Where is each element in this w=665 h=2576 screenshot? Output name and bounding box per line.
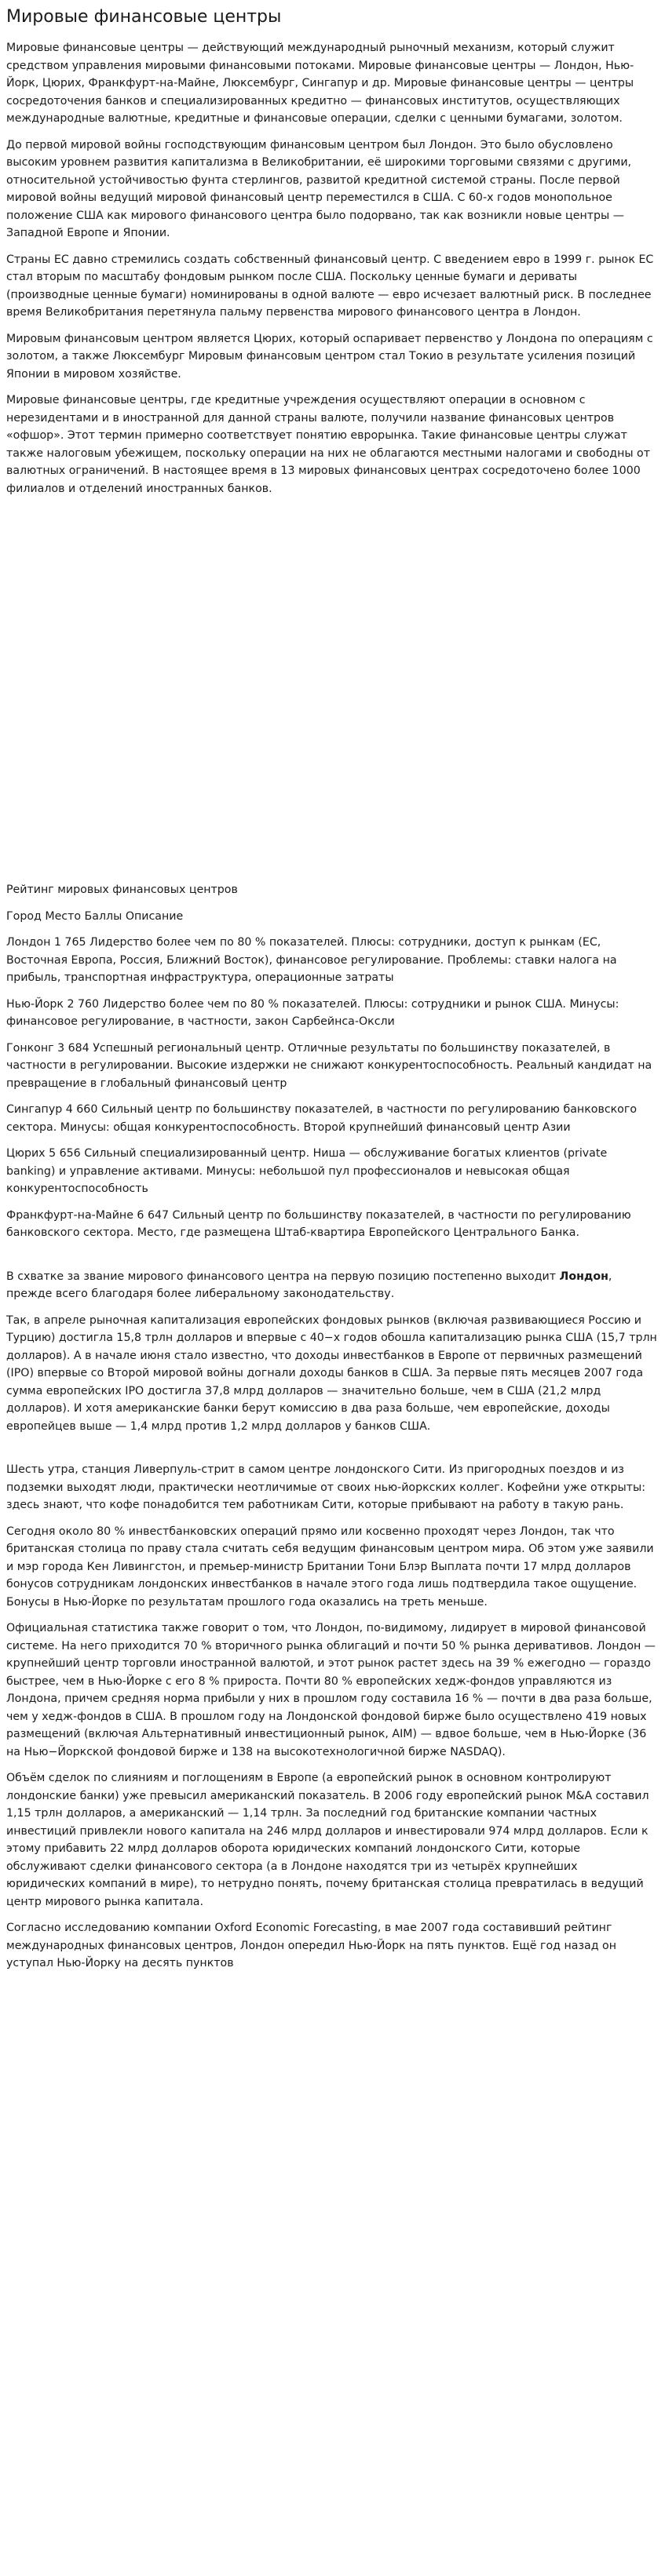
london-lead-text: В схватке за звание мирового финансового центра на первую позицию постепенно выходит	[6, 1270, 560, 1283]
rating-row-frankfurt: Франкфурт-на-Майне 6 647 Сильный центр по большинству показателей, в частности по регулированию банковского сектора. Место, где размещена Штаб-квартира Европейского Центрального Банка.	[6, 1208, 631, 1239]
blank-space	[6, 1444, 657, 1461]
page-title: Мировые финансовые центры	[6, 7, 282, 27]
city-paragraph-4: Объём сделок по слияниям и поглощениям в Европе (а европейский рынок в основном контролируют лондонские банки) уже превысил американский показатель. В 2006 году европейский рынок M&A составил 1,15 трлн долларов, а американский — 1,14 трлн. За последний год британские компании частных инвестиций привлекли нового капитала на 246 млрд долларов и инвестировали 974 млрд долларов. Если к этому прибавить 22 млрд долларов оборота юридических компаний лондонского Сити, которые обслуживают сделки финансового сектора (а в Лондоне находятся три из четырёх крупнейших юридических компаний в мире), то нетрудно понять, почему британская столица превратилась в ведущий центр мирового рынка капитала.	[6, 1772, 649, 1908]
rating-row-singapore: Сингапур 4 660 Сильный центр по большинству показателей, в частности по регулированию банковского сектора. Минусы: общая конкурентоспособность. Второй крупнейший финансовый центр Азии	[6, 1103, 637, 1134]
article	[6, 0, 657, 1981]
city-paragraph-5: Согласно исследованию компании Oxford Economic Forecasting, в мае 2007 года составивший рейтинг международных финансовых центров, Лондон опередил Нью-Йорк на пять пунктов. Ещё год назад он уступал Нью-Йорку на десять пунктов	[6, 1922, 616, 1969]
intro-paragraph-5: Мировые финансовые центры, где кредитные учреждения осуществляют операции в основном с нерезидентами и в иностранной для данной страны валюте, получили название финансовых центров «офшор». Этот термин примерно соответствует понятию еврорынка. Такие финансовые центры служат также налоговым убежищем, поскольку операции на них не облагаются местными налогами и свободны от валютных ограничений. В настоящее время в 13 мировых финансовых центрах сосредоточено более 1000 филиалов и отделений иностранных банков.	[6, 394, 651, 495]
rating-heading: Рейтинг мировых финансовых центров	[6, 884, 238, 896]
intro-paragraph-1: Мировые финансовые центры — действующий международный рыночный механизм, который служит средством управления мировыми финансовыми потоками. Мировые финансовые центры — Лондон, Нью-Йорк, Цюрих, Франкфурт-на-Майне, Люксембург, Сингапур и др. Мировые финансовые центры — центры сосредоточения банков и специализированных кредитно — финансовых институтов, осуществляющих международные валютные, кредитные и финансовые операции, сделки с ценными бумагами, золотом.	[6, 42, 634, 125]
blank-space	[6, 506, 657, 881]
rating-row-hong-kong: Гонконг 3 684 Успешный региональный центр. Отличные результаты по большинству показателей, в частности в регулировании. Высокие издержки не снижают конкурентоспособность. Реальный кандидат на превращение в глобальный финансовый центр	[6, 1041, 652, 1090]
london-lead-text-end: , прежде всего благодаря более либеральному законодательству.	[6, 1270, 612, 1300]
city-paragraph-1: Шесть утра, станция Ливерпуль-стрит в самом центре лондонского Сити. Из пригородных поездов и из подземки выходят люди, практически неотличимые от своих нью-йоркских коллег. Кофейни уже открыты: здесь знают, что кофе понадобится тем работникам Сити, которые прибывают на работу в такую рань.	[6, 1463, 645, 1511]
rating-row-new-york: Нью-Йорк 2 760 Лидерство более чем по 80 % показателей. Плюсы: сотрудники и рынок США. Минусы: финансовое регулирование, в частности, закон Сарбейнса-Оксли	[6, 997, 619, 1028]
intro-paragraph-2: До первой мировой войны господствующим финансовым центром был Лондон. Это было обусловлено высоким уровнем развития капитализма в Великобритании, её широкими торговыми связями с другими, относительной устойчивостью фунта стерлингов, развитой кредитной системой страны. После первой мировой войны ведущий мировой финансовый центр переместился в США. С 60-х годов монопольное положение США как мирового финансового центра было подорвано, так как возникли новые центры — Западной Европе и Японии.	[6, 138, 632, 239]
london-lead	[6, 1268, 657, 1303]
blank-space	[6, 1251, 657, 1268]
london-lead-bold: Лондон	[559, 1270, 608, 1283]
city-paragraph-3: Официальная статистика также говорит о том, что Лондон, по-видимому, лидирует в мировой финансовой системе. На него приходится 70 % вторичного рынка облигаций и почти 50 % рынка деривативов. Лондон — крупнейший центр торговли иностранной валютой, и этот рынок растет здесь на 39 % ежегодно — гораздо быстрее, чем в Нью-Йорке с его 8 % прироста. Почти 80 % европейских хедж-фондов управляются из Лондона, причем средняя норма прибыли у них в прошлом году составила 16 % — почти в два раза больше, чем у хедж-фондов в США. В прошлом году на Лондонской фондовой бирже было осуществлено 419 новых размещений (включая Альтернативный инвестиционный рынок, AIM) — вдвое больше, чем в Нью-Йорке (36 на Нью−Йоркской фондовой бирже и 138 на высокотехнологичной бирже NASDAQ).	[6, 1622, 656, 1758]
rating-row-london: Лондон 1 765 Лидерство более чем по 80 % показателей. Плюсы: сотрудники, доступ к рынкам (ЕС, Восточная Европа, Россия, Ближний Восток), финансовое регулирование. Проблемы: ставки налога на прибыль, транспортная инфраструктура, операционные затраты	[6, 936, 617, 984]
rating-columns: Город Место Баллы Описание	[6, 909, 184, 923]
london-paragraph: Так, в апреле рыночная капитализация европейских фондовых рынков (включая развивающиеся Россию и Турцию) достигла 15,8 трлн долларов и впервые с 40−х годов обошла капитализацию рынка США (15,7 трлн долларов). А в начале июня стало известно, что доходы инвестбанков в Европе от первичных размещений (IPO) впервые со Второй мировой войны догнали доходы банков в США. За первые пять месяцев 2007 года сумма европейских IPO достигла 37,8 млрд долларов — значительно больше, чем в США (21,2 млрд долларов). И хотя американские банки берут комиссию в два раза больше, чем европейские, доходы европейцев выше — 1,4 млрд против 1,2 млрд долларов у банков США.	[6, 1314, 657, 1433]
intro-paragraph-3: Страны ЕС давно стремились создать собственный финансовый центр. С введением евро в 1999 г. рынок ЕС стал вторым по масштабу фондовым рынком после США. Поскольку ценные бумаги и дериваты (производные ценные бумаги) номинированы в одной валюте — евро исчезает валютный риск. В последнее время Великобритания перетянула пальму первенства мирового финансового центра в Лондон.	[6, 253, 654, 319]
rating-row-zurich: Цюрих 5 656 Сильный специализированный центр. Ниша — обслуживание богатых клиентов (private banking) и управление активами. Минусы: небольшой пул профессионалов и невысокая общая конкурентоспособность	[6, 1147, 608, 1195]
city-paragraph-2: Сегодня около 80 % инвестбанковских операций прямо или косвенно проходят через Лондон, так что британская столица по праву стала считать себя ведущим финансовым центром мира. Об этом уже заявили и мэр города Кен Ливингстон, и премьер-министр Британии Тони Блэр Выплата почти 17 млрд долларов бонусов сотрудникам лондонских инвестбанков в начале этого года лишь подтвердила такое ощущение. Бонусы в Нью-Йорке по результатам прошлого года оказались на треть меньше.	[6, 1525, 654, 1609]
intro-paragraph-4: Мировым финансовым центром является Цюрих, который оспаривает первенство у Лондона по операциям с золотом, а также Люксембург Мировым финансовым центром стал Токио в результате усиления позиций Японии в мировом хозяйстве.	[6, 332, 653, 381]
